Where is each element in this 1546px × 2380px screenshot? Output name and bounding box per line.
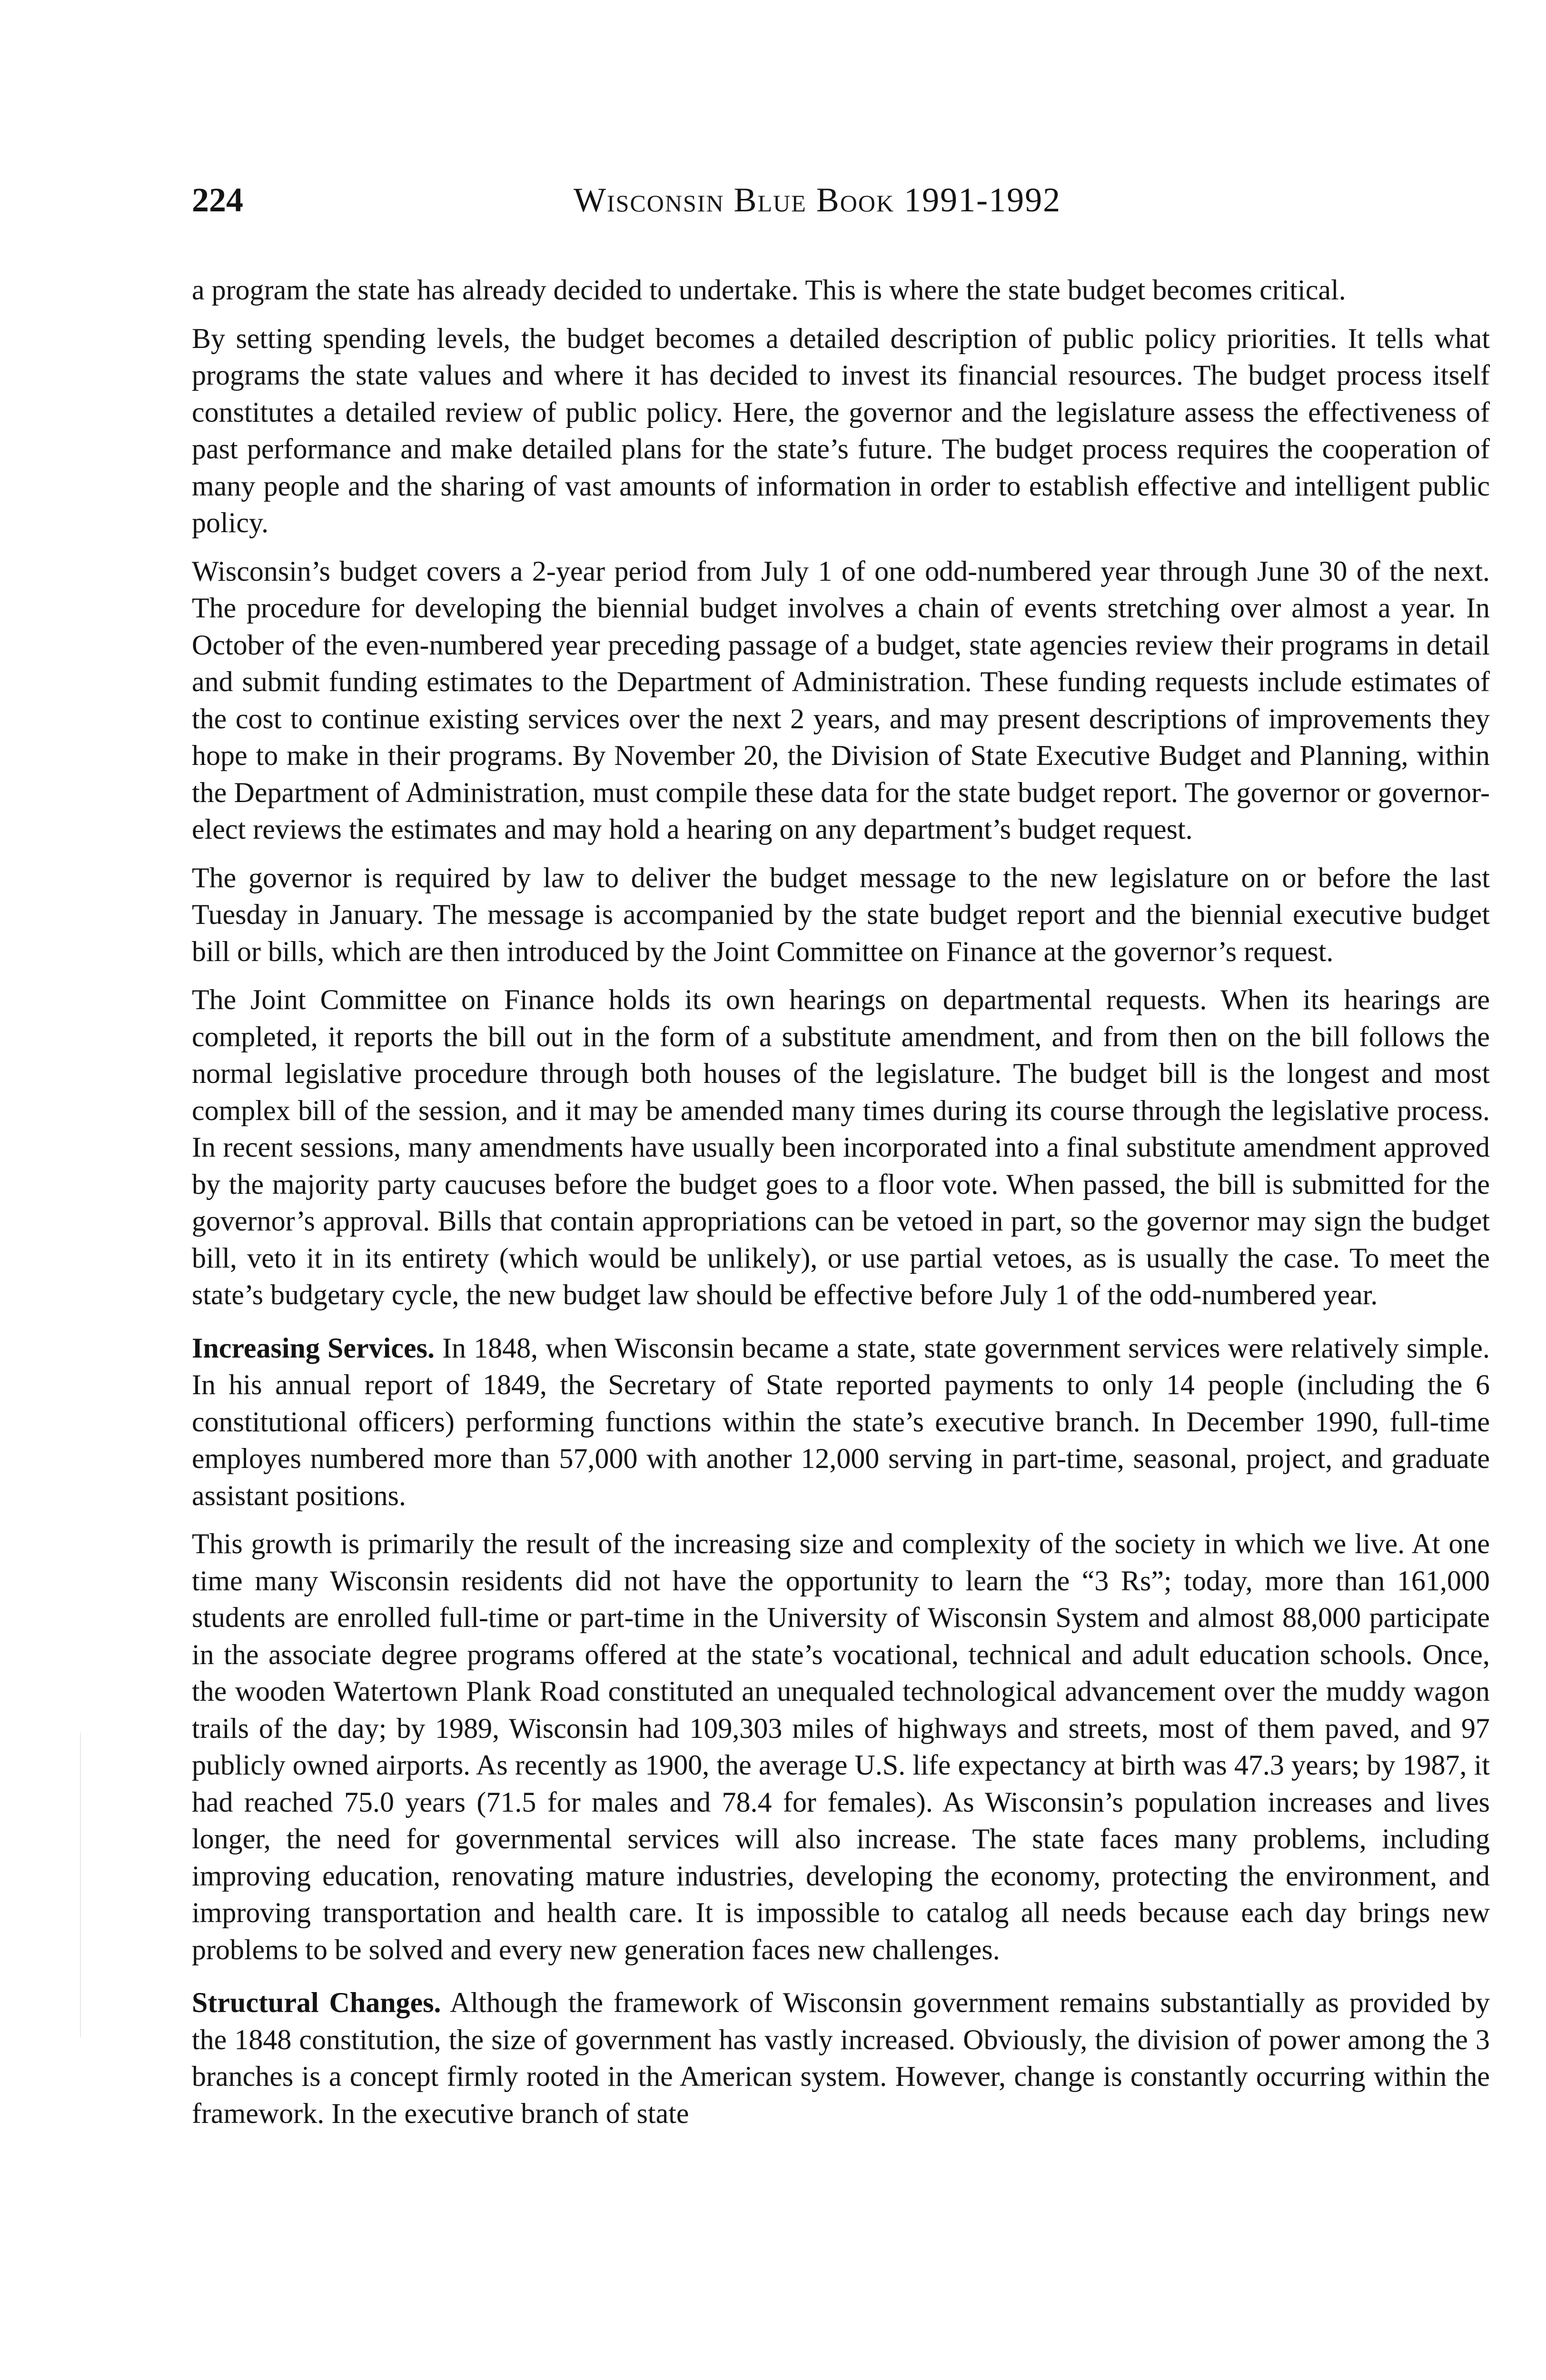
paragraph-spending-levels: By setting spending levels, the budget becomes a detailed description of public policy priorities. It tells what programs the state values and where it has decided to invest its financial resources. The budget process itself constitutes a detailed review of public policy. Here, the governor and the legislature assess the effectiveness of past performance and make detailed plans for the state’s future. The budget process requires the cooperation of many people and the sharing of vast amounts of information in order to establish effective and intelligent public policy. (192, 322, 1490, 538)
paragraph-budget-message: The governor is required by law to deliver the budget message to the new legislature on or before the last Tuesday in January. The message is accompanied by the state budget report and the biennial executive budget bill or bills, which are then introduced by the Joint Committee on Finance at the governor’s request. (192, 862, 1490, 967)
running-head (192, 174, 1490, 226)
paragraph-structural-changes (192, 1984, 1490, 2132)
paragraph-structural-changes-text: Although the framework of Wisconsin government remains substantially as provided by the 1848 constitution, the size of government has vastly increased. Obviously, the division of power among the 3 branches is a concept firmly rooted in the American system. However, change is constantly occurring within the framework. In the executive branch of state (192, 1987, 1490, 2129)
page-number: 224 (192, 181, 243, 219)
body-text (192, 272, 1490, 2132)
paragraph-increasing-services (192, 1330, 1490, 1515)
paragraph-joint-committee: The Joint Committee on Finance holds its own hearings on departmental requests. When its hearings are completed, it reports the bill out in the form of a substitute amendment, and from then on the bill follows the normal legislative procedure through both houses of the legislature. The budget bill is the longest and most complex bill of the session, and it may be amended many times during its course through the legislative process. In recent sessions, many amendments have usually been incorporated into a final substitute amendment approved by the majority party caucuses before the budget goes to a floor vote. When passed, the bill is submitted for the governor’s approval. Bills that contain appropriations can be vetoed in part, so the governor may sign the budget bill, veto it in its entirety (which would be unlikely), or use partial vetoes, as is usually the case. To meet the state’s budgetary cycle, the new budget law should be effective before July 1 of the odd-numbered year. (192, 984, 1490, 1310)
paragraph-continuation: a program the state has already decided to undertake. This is where the state budget becomes critical. (192, 274, 1346, 306)
running-title: Wisconsin Blue Book 1991-1992 (574, 181, 1061, 219)
book-page (192, 174, 1490, 2143)
paragraph-growth: This growth is primarily the result of the increasing size and complexity of the society in which we live. At one time many Wisconsin residents did not have the opportunity to learn the “3 Rs”; today, more than 161,000 students are enrolled full-time or part-time in the University of Wisconsin System and almost 88,000 participate in the associate degree programs offered at the state’s vocational, technical and adult education schools. Once, the wooden Watertown Plank Road constituted an unequaled technological advancement over the muddy wagon trails of the day; by 1989, Wisconsin had 109,303 miles of highways and streets, most of them paved, and 97 publicly owned airports. As recently as 1900, the average U.S. life expectancy at birth was 47.3 years; by 1987, it had reached 75.0 years (71.5 for males and 78.4 for females). As Wisconsin’s population increases and lives longer, the need for governmental services will also increase. The state faces many problems, including improving education, renovating mature industries, developing the economy, protecting the environment, and improving transportation and health care. It is impossible to catalog all needs because each day brings new problems to be solved and every new generation faces new challenges. (192, 1528, 1490, 1965)
scan-margin-line (80, 1733, 81, 2037)
paragraph-increasing-services-text: In 1848, when Wisconsin became a state, state government services were relatively simple. In his annual report of 1849, the Secretary of State reported payments to only 14 people (including the 6 constitutional officers) performing functions within the state’s executive branch. In December 1990, full-time employes numbered more than 57,000 with another 12,000 serving in part-time, seasonal, project, and graduate assistant positions. (192, 1332, 1490, 1511)
section-heading-structural-changes: Structural Changes. (192, 1987, 441, 2018)
section-heading-increasing-services: Increasing Services. (192, 1332, 435, 1364)
paragraph-budget-period: Wisconsin’s budget covers a 2-year period from July 1 of one odd-numbered year through June 30 of the next. The procedure for developing the biennial budget involves a chain of events stretching over almost a year. In October of the even-numbered year preceding passage of a budget, state agencies review their programs in detail and submit funding estimates to the Department of Administration. These funding requests include estimates of the cost to continue existing services over the next 2 years, and may present descriptions of improvements they hope to make in their programs. By November 20, the Division of State Executive Budget and Planning, within the Department of Administration, must compile these data for the state budget report. The governor or governor-elect reviews the estimates and may hold a hearing on any department’s budget request. (192, 555, 1490, 845)
